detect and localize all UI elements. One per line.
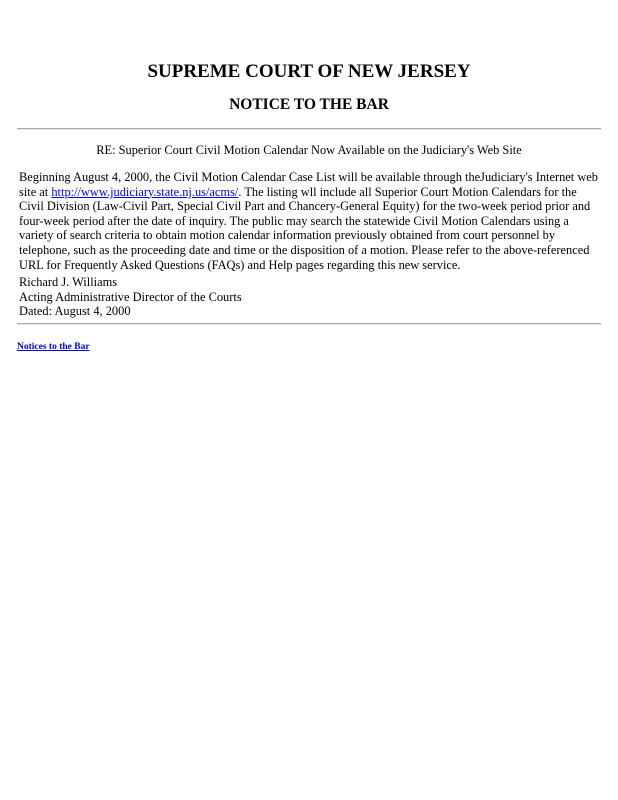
acms-link[interactable]: http://www.judiciary.state.nj.us/acms/	[51, 184, 239, 199]
bottom-divider	[17, 323, 601, 325]
re-line: RE: Superior Court Civil Motion Calendar Now Available on the Judiciary's Web Site	[96, 143, 522, 157]
signature-block	[19, 275, 242, 319]
top-divider	[17, 128, 601, 130]
notice-body-details: . The listing wll include all Superior Court Motion Calendars for the Civil Division (Law-Civil Part, Special Civil Part and Chancery-General Equity) for the two-week period prior and four-week period after the date of inquiry. The public may search the statewide Civil Motion Calendars using a variety of search criteria to obtain motion calendar information previously obtained from court personnel by telephone, such as the proceeding date and time or the disposition of a motion. Please refer to the above-referenced URL for Frequently Asked Questions (FAQs) and Help pages regarding this new service.	[19, 184, 591, 272]
court-title: SUPREME COURT OF NEW JERSEY	[147, 61, 471, 82]
signature-date: Dated: August 4, 2000	[19, 304, 131, 319]
notice-body	[19, 170, 603, 272]
signer-name: Richard J. Williams	[19, 275, 118, 289]
notices-to-the-bar-link[interactable]: Notices to the Bar	[17, 342, 90, 352]
signer-title: Acting Administrative Director of the Courts	[19, 289, 242, 304]
notice-title: NOTICE TO THE BAR	[229, 96, 389, 113]
notice-body-intro: Beginning August 4, 2000, the Civil Motion Calendar Case List will be available through theJudiciary's Internet web site at	[19, 170, 598, 199]
